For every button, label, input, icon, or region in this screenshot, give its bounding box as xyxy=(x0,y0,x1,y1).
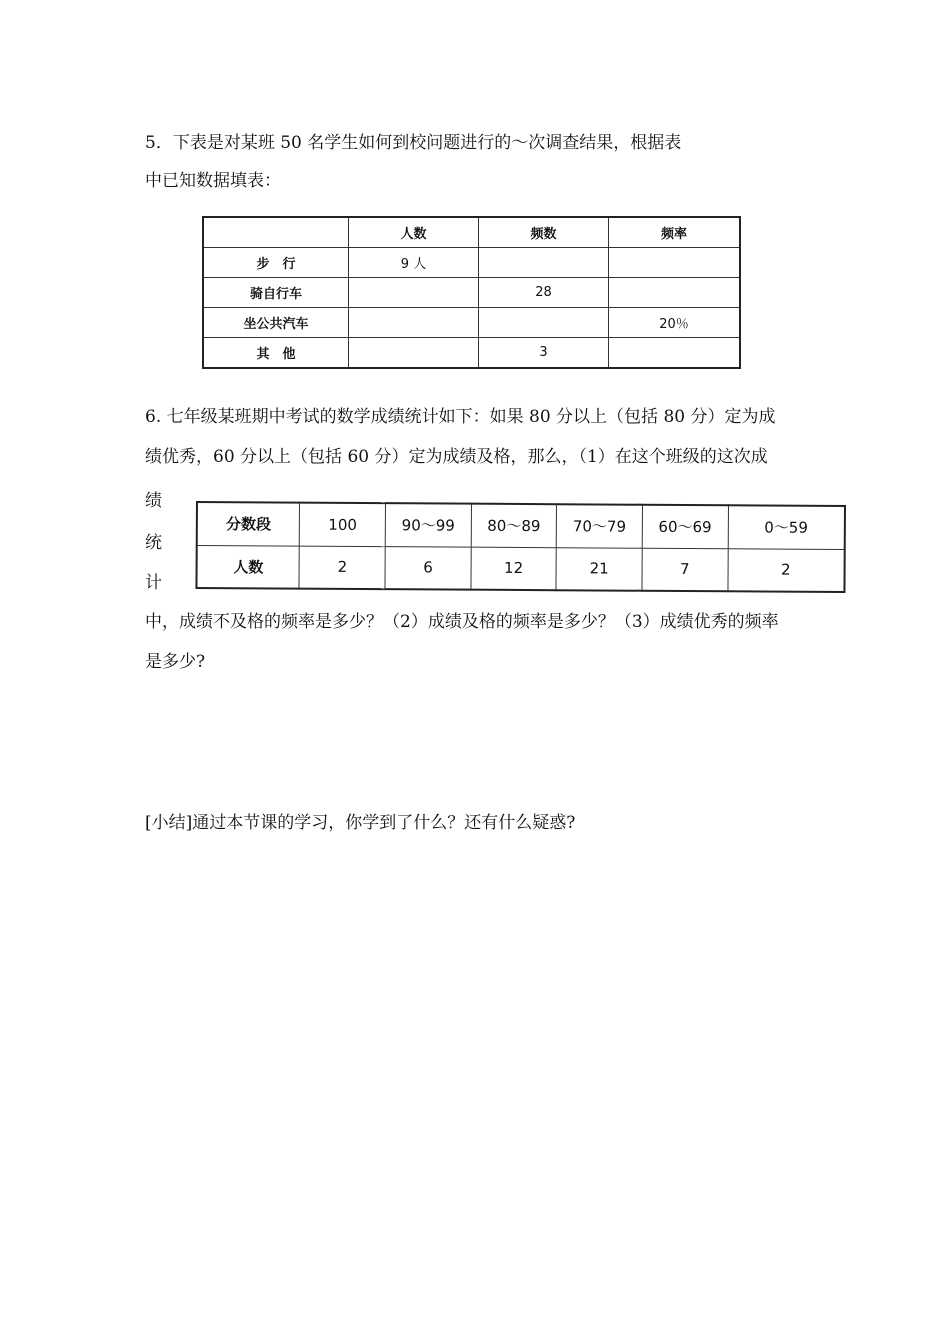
table-row xyxy=(197,502,845,549)
table-header-row xyxy=(203,217,740,248)
table-row xyxy=(203,337,740,368)
q5-text-line1: 5．下表是对某班 50 名学生如何到校问题进行的～次调查结果，根据表 xyxy=(145,133,682,153)
table-cell: 坐公共汽车 xyxy=(203,307,349,337)
table-cell xyxy=(479,307,609,337)
table-cell xyxy=(349,307,479,337)
table-cell xyxy=(479,248,609,278)
table-cell: 其 他 xyxy=(203,337,349,368)
table-cell: 2 xyxy=(299,546,385,590)
table-row xyxy=(203,248,740,278)
q6-text-line1: 6. 七年级某班期中考试的数学成绩统计如下：如果 80 分以上（包括 80 分）定为成 xyxy=(145,407,776,427)
table-row xyxy=(203,307,740,337)
table-row xyxy=(203,277,740,307)
q6-text-line3: 中，成绩不及格的频率是多少？（2）成绩及格的频率是多少？（3）成绩优秀的频率 xyxy=(145,612,779,632)
summary-text: [小结]通过本节课的学习，你学到了什么？还有什么疑惑? xyxy=(145,813,576,833)
table-header-cell: 人数 xyxy=(349,217,479,248)
row-label: 人数 xyxy=(196,545,299,589)
table-cell: 骑自行车 xyxy=(203,277,349,307)
table-cell: 2 xyxy=(727,548,844,592)
table-cell: 3 xyxy=(479,337,609,368)
table-cell: 70～79 xyxy=(557,504,643,548)
table-cell xyxy=(349,277,479,307)
table-cell: 7 xyxy=(642,548,728,592)
q6-vertical-char: 统 xyxy=(145,533,162,553)
table-cell xyxy=(609,277,741,307)
table-cell: 21 xyxy=(556,547,642,591)
row-label: 分数段 xyxy=(197,502,300,546)
table-cell xyxy=(609,337,741,368)
table-header-cell xyxy=(203,217,349,248)
table-cell: 步 行 xyxy=(203,248,349,278)
q6-text-line2: 绩优秀，60 分以上（包括 60 分）定为成绩及格，那么，（1）在这个班级的这次成 xyxy=(145,447,768,467)
q6-score-table xyxy=(195,501,846,593)
q6-text-line4: 是多少? xyxy=(145,652,206,672)
table-row xyxy=(196,545,844,592)
table-cell: 90～99 xyxy=(385,503,471,547)
table-cell xyxy=(349,337,479,368)
table-cell: 28 xyxy=(479,277,609,307)
table-cell: 6 xyxy=(385,546,471,590)
table-cell: 0～59 xyxy=(728,505,845,549)
table-cell: 20％ xyxy=(609,307,741,337)
table-header-cell: 频率 xyxy=(609,217,741,248)
table-cell: 80～89 xyxy=(471,504,557,548)
q6-vertical-char: 绩 xyxy=(145,491,162,511)
table-cell: 60～69 xyxy=(642,505,728,549)
table-cell: 9 人 xyxy=(349,248,479,278)
table-cell xyxy=(609,248,741,278)
table-cell: 100 xyxy=(300,503,386,547)
q5-text-line2: 中已知数据填表： xyxy=(145,171,281,191)
table-cell: 12 xyxy=(471,547,557,591)
q6-score-table-wrapper xyxy=(195,501,846,593)
q6-vertical-char: 计 xyxy=(145,573,162,593)
table-header-cell: 频数 xyxy=(479,217,609,248)
q5-survey-table xyxy=(202,216,741,369)
